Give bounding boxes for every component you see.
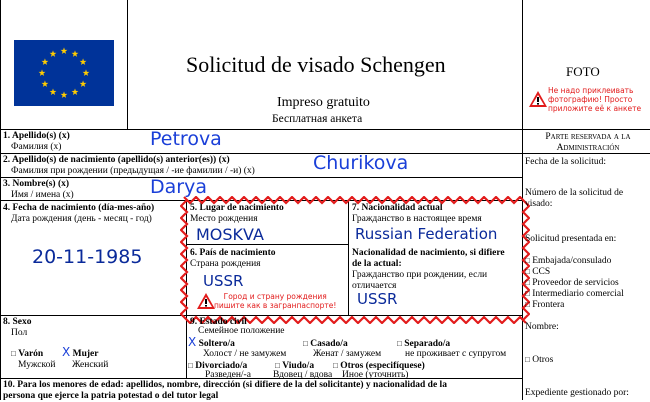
photo-note: Не надо приклеивать фотографию! Просто приложите её к анкете xyxy=(548,86,642,113)
nationality-value[interactable]: Russian Federation xyxy=(355,225,498,243)
birth-country-label-ru: Страна рождения xyxy=(190,259,261,269)
surname-value[interactable]: Petrova xyxy=(150,128,222,150)
civil-divorced-ru: Разведен/-а xyxy=(205,370,251,380)
checkbox[interactable]: □ xyxy=(397,339,402,348)
birth-country-value[interactable]: USSR xyxy=(203,272,244,290)
civil-option-widowed[interactable]: □ Viudo/a xyxy=(275,361,315,371)
birth-nationality-label: Nacionalidad de nacimiento, si difiere de la actual: xyxy=(352,248,505,269)
civil-option-single[interactable]: X Soltero/a xyxy=(188,335,235,349)
birth-nationality-value[interactable]: USSR xyxy=(357,290,398,308)
civil-status-label: 9. Estado civil xyxy=(190,317,247,327)
civil-separated-ru: не проживает с супругом xyxy=(405,349,507,359)
photo-label: FOTO xyxy=(566,64,600,79)
first-name-label: 3. Nombre(s) (x) xyxy=(3,179,70,189)
sex-male-ru: Мужской xyxy=(18,360,56,370)
admin-sidebar xyxy=(523,130,650,400)
birth-country-label: 6. País de nacimiento xyxy=(190,248,276,258)
form-subtitle-es: Impreso gratuito xyxy=(277,95,370,110)
checkbox[interactable]: □ xyxy=(188,361,193,370)
birth-place-label: 5. Lugar de nacimiento xyxy=(190,203,284,213)
civil-single-ru: Холост / не замужем xyxy=(203,349,287,359)
checkbox[interactable]: □ xyxy=(525,289,530,298)
checkbox[interactable]: □ xyxy=(275,361,280,370)
checkbox[interactable]: □ xyxy=(333,361,338,370)
civil-option-divorced[interactable]: □ Divorciado/a xyxy=(188,361,248,371)
birth-place-value[interactable]: MOSKVA xyxy=(196,225,264,244)
sex-option-male[interactable]: □ Varón xyxy=(11,349,44,359)
sidebar-managed-label: Expediente gestionado por: xyxy=(525,388,629,398)
civil-status-label-ru: Семейное положение xyxy=(198,326,285,336)
birth-place-note: Город и страну рождения пишите как в загранпаспорте! xyxy=(214,292,337,310)
birth-date-label-ru: Дата рождения (день - месяц - год) xyxy=(11,214,152,224)
checkbox[interactable]: □ xyxy=(11,349,16,358)
sex-female-ru: Женский xyxy=(72,360,109,370)
sidebar-number-label: Número de la solicitud de visado: xyxy=(525,188,624,209)
sex-label-ru: Пол xyxy=(11,328,28,338)
form-title: Solicitud de visado Schengen xyxy=(186,52,446,77)
sidebar-date-label: Fecha de la solicitud: xyxy=(525,157,606,167)
birth-nationality-label-ru: Гражданство при рождении, если отличается xyxy=(352,270,488,291)
checkbox[interactable]: □ xyxy=(303,339,308,348)
sidebar-option-provider[interactable]: □ Proveedor de servicios xyxy=(525,278,619,288)
checkbox-checked[interactable]: X xyxy=(188,335,197,349)
civil-option-other[interactable]: □ Otros (especifíquese) xyxy=(333,361,425,371)
sidebar-option-intermediary[interactable]: □ Intermediario comercial xyxy=(525,289,624,299)
civil-other-ru: Иное (уточнить) xyxy=(342,370,409,380)
sidebar-name-label: Nombre: xyxy=(525,322,559,332)
minor-guardian-label: 10. Para los menores de edad: apellidos, nombre, dirección (si difiere de la del solicitante) y nacionalidad de la persona que ejerce la patria potestad o del tutor legal xyxy=(3,380,447,401)
civil-option-married[interactable]: □ Casado/a xyxy=(303,339,348,349)
birth-place-label-ru: Место рождения xyxy=(190,214,258,224)
checkbox-checked[interactable]: X xyxy=(62,345,71,359)
highlight-border xyxy=(180,196,530,324)
sidebar-submitted-label: Solicitud presentada en: xyxy=(525,234,617,244)
sex-label: 8. Sexo xyxy=(3,317,32,327)
form-subtitle-ru: Бесплатная анкета xyxy=(272,113,363,125)
civil-widowed-ru: Вдовец / вдова xyxy=(273,370,333,380)
birth-surname-value[interactable]: Churikova xyxy=(313,152,409,174)
surname-label-ru: Фамилия (х) xyxy=(11,142,62,152)
checkbox[interactable]: □ xyxy=(525,355,530,364)
birth-date-value[interactable]: 20-11-1985 xyxy=(32,246,143,268)
sidebar-option-others[interactable]: □ Otros xyxy=(525,355,554,365)
checkbox[interactable]: □ xyxy=(525,278,530,287)
checkbox[interactable]: □ xyxy=(525,300,530,309)
civil-option-separated[interactable]: □ Separado/a xyxy=(397,339,451,349)
eu-flag-icon xyxy=(14,40,114,106)
nationality-label-ru: Гражданство в настоящее время xyxy=(352,214,482,224)
birth-date-label: 4. Fecha de nacimiento (día-mes-año) xyxy=(3,203,155,213)
nationality-label: 7. Nacionalidad actual xyxy=(352,203,443,213)
civil-married-ru: Женат / замужем xyxy=(313,349,382,359)
checkbox[interactable]: □ xyxy=(525,256,530,265)
surname-label: 1. Apellido(s) (x) xyxy=(3,131,70,141)
birth-surname-label: 2. Apellido(s) de nacimiento (apellido(s) anterior(es)) (x) xyxy=(3,155,230,165)
sidebar-option-embassy[interactable]: □ Embajada/consulado xyxy=(525,256,612,266)
first-name-label-ru: Имя / имена (х) xyxy=(11,190,74,200)
checkbox[interactable]: □ xyxy=(525,267,530,276)
sidebar-option-border[interactable]: □ Frontera xyxy=(525,300,565,310)
first-name-value[interactable]: Darya xyxy=(150,176,207,198)
sex-option-female[interactable]: X Mujer xyxy=(62,345,99,359)
sidebar-heading: Parte reservada a la Administración xyxy=(545,132,631,153)
warning-icon xyxy=(528,90,548,108)
header xyxy=(0,0,650,129)
sidebar-option-ccs[interactable]: □ CCS xyxy=(525,267,551,277)
birth-surname-label-ru: Фамилия при рождении (предыдущая / -ие фамилии / -и) (х) xyxy=(11,166,255,176)
